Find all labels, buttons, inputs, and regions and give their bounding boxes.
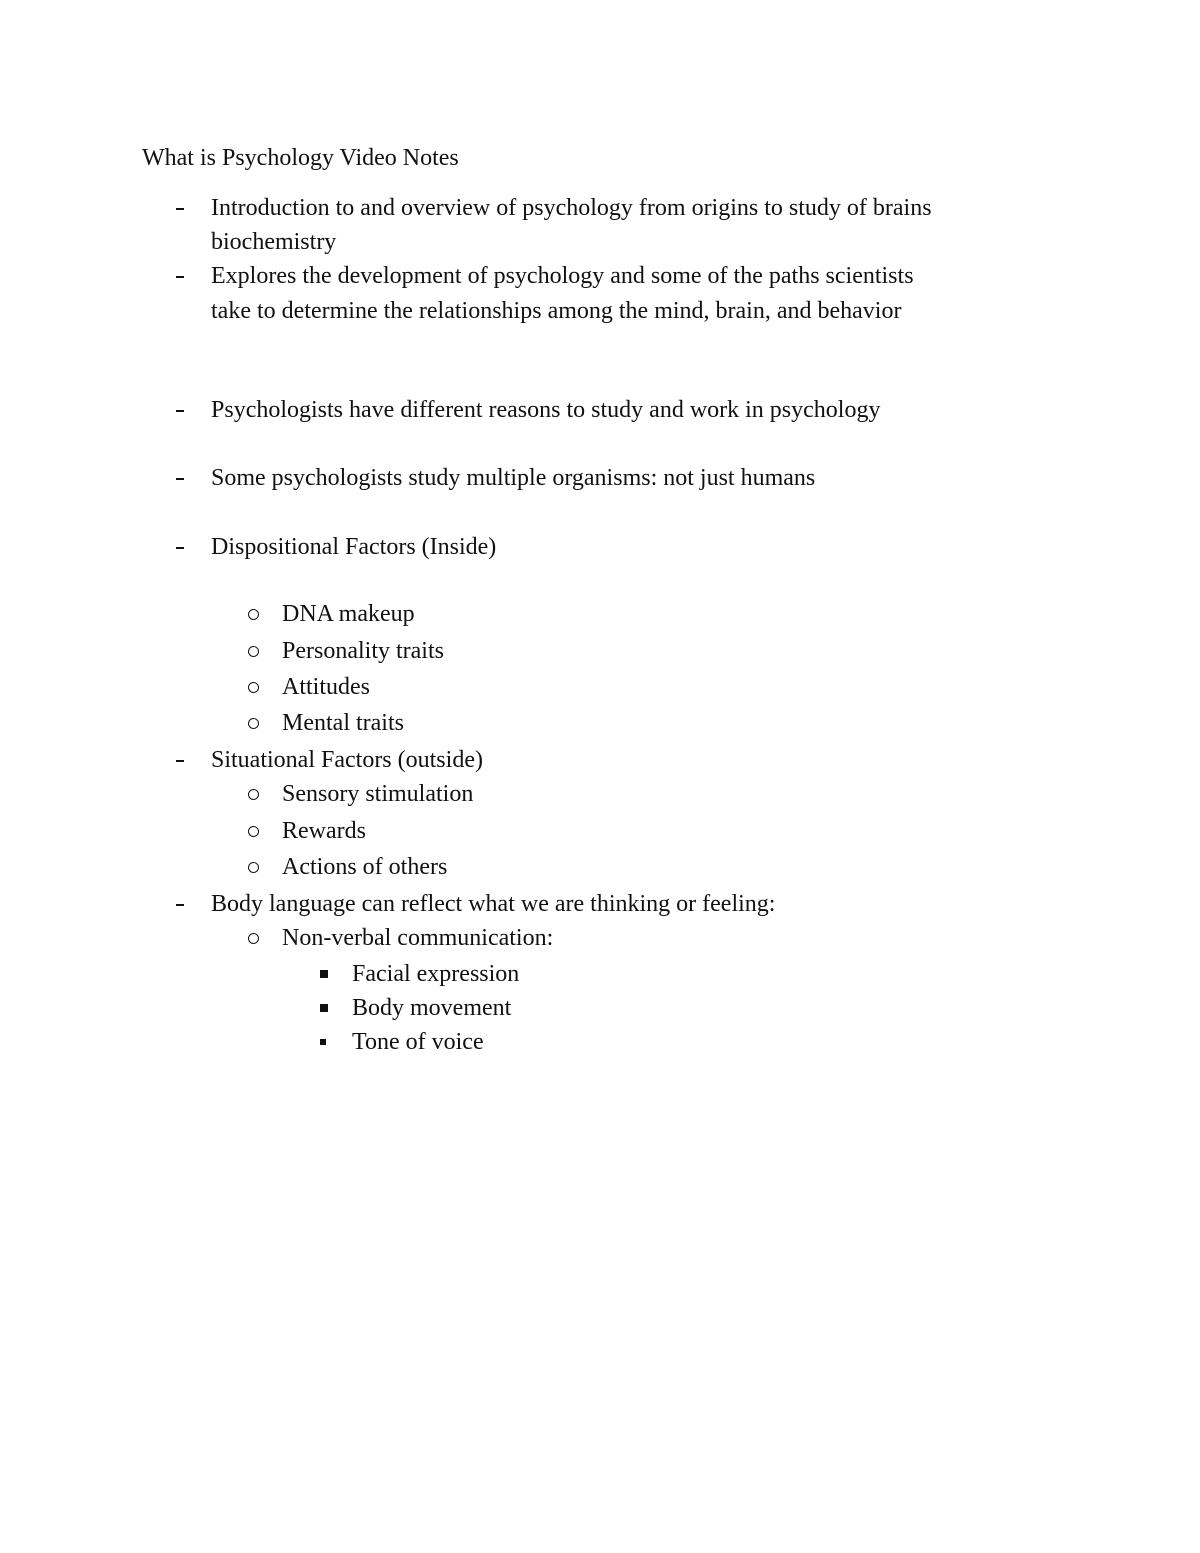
list-item-text: Introduction to and overview of psychology from origins to study of brains	[211, 195, 932, 221]
page-title: What is Psychology Video Notes	[142, 145, 459, 171]
list-item-text: Some psychologists study multiple organisms: not just humans	[211, 465, 816, 491]
sub-list-item-text: Sensory stimulation	[282, 781, 474, 807]
sub-sub-list-item-text: Tone of voice	[352, 1029, 484, 1055]
sub-list-item-text: Personality traits	[282, 638, 444, 664]
list-item-text: Body language can reflect what we are thinking or feeling:	[211, 891, 776, 917]
sub-list-item-text: Attitudes	[282, 674, 370, 700]
sub-list-item-text: DNA makeup	[282, 601, 415, 627]
sub-sub-list-item-text: Facial expression	[352, 961, 520, 987]
sub-list-item-text: Rewards	[282, 818, 366, 844]
list-item-text: biochemistry	[211, 229, 337, 255]
sub-sub-list-item-text: Body movement	[352, 995, 512, 1021]
sub-list-item-text: Non-verbal communication:	[282, 925, 554, 951]
sub-list-item-text: Mental traits	[282, 710, 404, 736]
list-item-text: Dispositional Factors (Inside)	[211, 534, 497, 560]
list-item-text: Situational Factors (outside)	[211, 747, 483, 773]
list-item-text: take to determine the relationships among the mind, brain, and behavior	[211, 298, 902, 324]
list-item-text: Explores the development of psychology and some of the paths scientists	[211, 263, 914, 289]
sub-list-item-text: Actions of others	[282, 854, 448, 880]
list-item-text: Psychologists have different reasons to study and work in psychology	[211, 397, 881, 423]
